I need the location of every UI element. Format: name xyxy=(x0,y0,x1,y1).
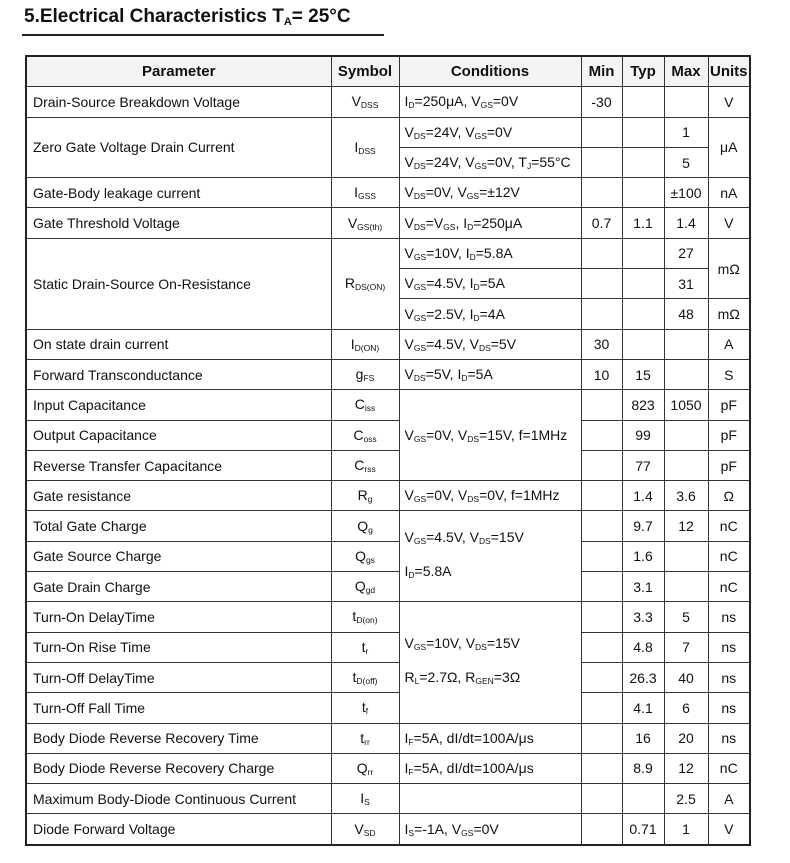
table-row xyxy=(26,178,750,208)
cell-typ xyxy=(622,329,664,359)
cell-parameter: Output Capacitance xyxy=(26,420,331,450)
cell-typ xyxy=(622,178,664,208)
cell-max: 31 xyxy=(664,269,708,299)
cell-conditions: $V_{DS}=5V$, $I_D=5A$ xyxy=(399,359,581,389)
cell-max xyxy=(664,87,708,117)
cell-max: 27 xyxy=(664,238,708,268)
table-row xyxy=(26,511,750,541)
cell-parameter: Gate Source Charge xyxy=(26,541,331,571)
cell-units: nC xyxy=(708,753,750,783)
cell-parameter: Gate-Body leakage current xyxy=(26,178,331,208)
cell-parameter: Maximum Body-Diode Continuous Current xyxy=(26,784,331,814)
cell-units: ns xyxy=(708,723,750,753)
table-row xyxy=(26,662,750,692)
cell-conditions: $V_{DS}=24V$, $V_{GS}=0V$ xyxy=(399,117,581,147)
cell-min xyxy=(581,572,622,602)
cell-min xyxy=(581,693,622,723)
cell-units: mΩ xyxy=(708,238,750,299)
cell-typ: 4.1 xyxy=(622,693,664,723)
cell-symbol: $C_{rss}$ xyxy=(331,450,399,480)
header-parameter: Parameter xyxy=(26,56,331,87)
cell-min xyxy=(581,602,622,632)
electrical-characteristics-table xyxy=(25,55,751,846)
cell-symbol: $t_{rr}$ xyxy=(331,723,399,753)
title-underline xyxy=(22,34,384,36)
cell-max: 1 xyxy=(664,814,708,845)
cell-parameter: Input Capacitance xyxy=(26,390,331,420)
cell-units: nC xyxy=(708,541,750,571)
cell-min xyxy=(581,117,622,147)
cell-symbol: $C_{oss}$ xyxy=(331,420,399,450)
cell-typ: 823 xyxy=(622,390,664,420)
cell-max: 40 xyxy=(664,662,708,692)
table-row xyxy=(26,693,750,723)
cell-max xyxy=(664,420,708,450)
cell-units: mΩ xyxy=(708,299,750,329)
cell-symbol: $C_{iss}$ xyxy=(331,390,399,420)
header-max: Max xyxy=(664,56,708,87)
cell-typ xyxy=(622,269,664,299)
cell-conditions: $V_{DS}=V_{GS}$, $I_D=250\mu A$ xyxy=(399,208,581,238)
cell-units: V xyxy=(708,814,750,845)
cell-conditions: $V_{GS}=2.5V$, $I_D=4A$ xyxy=(399,299,581,329)
cell-units: V xyxy=(708,208,750,238)
cell-units: pF xyxy=(708,390,750,420)
table-row xyxy=(26,541,750,571)
cell-symbol: $t_{D(on)}$ xyxy=(331,602,399,632)
table-row xyxy=(26,390,750,420)
cell-units: pF xyxy=(708,420,750,450)
cell-units: pF xyxy=(708,450,750,480)
cell-conditions: $V_{GS}=10V$, $V_{DS}=15V$ $R_L=2.7\Omega$, $R_{GEN}=3\Omega$ xyxy=(399,602,581,723)
table-row xyxy=(26,238,750,268)
cell-max xyxy=(664,450,708,480)
cell-max: 2.5 xyxy=(664,784,708,814)
cell-units: V xyxy=(708,87,750,117)
cell-units: ns xyxy=(708,662,750,692)
cell-conditions: $V_{GS}=4.5V$, $V_{DS}=5V$ xyxy=(399,329,581,359)
cell-min xyxy=(581,269,622,299)
cell-conditions xyxy=(399,784,581,814)
header-units: Units xyxy=(708,56,750,87)
cell-min xyxy=(581,299,622,329)
cell-parameter: Forward Transconductance xyxy=(26,359,331,389)
cell-min xyxy=(581,420,622,450)
cell-max: 20 xyxy=(664,723,708,753)
cell-symbol: $Q_{gd}$ xyxy=(331,572,399,602)
cell-units: A xyxy=(708,329,750,359)
cell-symbol: $V_{SD}$ xyxy=(331,814,399,845)
cell-typ: 3.1 xyxy=(622,572,664,602)
cell-max: 48 xyxy=(664,299,708,329)
table-row xyxy=(26,632,750,662)
cell-conditions: $I_S=-1A$, $V_{GS}=0V$ xyxy=(399,814,581,845)
cell-symbol: $R_g$ xyxy=(331,481,399,511)
cell-min xyxy=(581,147,622,177)
header-symbol: Symbol xyxy=(331,56,399,87)
cell-conditions: $I_D=250\mu A$, $V_{GS}=0V$ xyxy=(399,87,581,117)
cell-units: nA xyxy=(708,178,750,208)
cell-min xyxy=(581,784,622,814)
cell-typ: 1.1 xyxy=(622,208,664,238)
cell-max: ±100 xyxy=(664,178,708,208)
cell-symbol: $t_f$ xyxy=(331,693,399,723)
cell-conditions: $I_F=5A$, dI/dt=100A/μs xyxy=(399,723,581,753)
cell-conditions: $I_F=5A$, dI/dt=100A/μs xyxy=(399,753,581,783)
cell-max: 1 xyxy=(664,117,708,147)
table-row xyxy=(26,481,750,511)
cell-conditions: $V_{GS}=0V$, $V_{DS}=0V$, f=1MHz xyxy=(399,481,581,511)
cell-min xyxy=(581,723,622,753)
cell-min xyxy=(581,511,622,541)
cell-typ xyxy=(622,147,664,177)
cell-max: 7 xyxy=(664,632,708,662)
cell-parameter: Turn-On Rise Time xyxy=(26,632,331,662)
cell-parameter: Gate resistance xyxy=(26,481,331,511)
cell-typ: 26.3 xyxy=(622,662,664,692)
cell-typ: 1.4 xyxy=(622,481,664,511)
table-row xyxy=(26,420,750,450)
cell-typ xyxy=(622,299,664,329)
cell-max xyxy=(664,329,708,359)
cell-max xyxy=(664,572,708,602)
section-title xyxy=(24,6,351,28)
cell-typ: 4.8 xyxy=(622,632,664,662)
cell-typ: 1.6 xyxy=(622,541,664,571)
title-text: 5.Electrical Characteristics T xyxy=(24,6,284,27)
table-row xyxy=(26,359,750,389)
cell-max: 1.4 xyxy=(664,208,708,238)
cell-units: S xyxy=(708,359,750,389)
cell-typ: 15 xyxy=(622,359,664,389)
cell-parameter: Zero Gate Voltage Drain Current xyxy=(26,117,331,178)
table-row xyxy=(26,784,750,814)
cell-units: A xyxy=(708,784,750,814)
title-subscript: A xyxy=(283,16,292,28)
cell-parameter: Reverse Transfer Capacitance xyxy=(26,450,331,480)
table-row xyxy=(26,117,750,147)
table-row xyxy=(26,572,750,602)
table-row xyxy=(26,87,750,117)
cell-conditions: $V_{GS}=0V$, $V_{DS}=15V$, f=1MHz xyxy=(399,390,581,481)
header-typ: Typ xyxy=(622,56,664,87)
cell-parameter: Body Diode Reverse Recovery Time xyxy=(26,723,331,753)
title-tail: = 25°C xyxy=(291,6,351,27)
cell-parameter: Gate Drain Charge xyxy=(26,572,331,602)
cell-min xyxy=(581,662,622,692)
cell-conditions: $V_{DS}=24V$, $V_{GS}=0V$, $T_J=55^\circ C$ xyxy=(399,147,581,177)
cell-symbol: $V_{GS(th)}$ xyxy=(331,208,399,238)
table-row xyxy=(26,814,750,845)
cell-min xyxy=(581,450,622,480)
cell-max: 5 xyxy=(664,602,708,632)
cell-min: -30 xyxy=(581,87,622,117)
table-body xyxy=(26,87,750,845)
cell-typ: 3.3 xyxy=(622,602,664,632)
cell-symbol: $I_{DSS}$ xyxy=(331,117,399,178)
table-row xyxy=(26,208,750,238)
cell-units: nC xyxy=(708,572,750,602)
cell-units: ns xyxy=(708,693,750,723)
cell-conditions: $V_{GS}=4.5V$, $I_D=5A$ xyxy=(399,269,581,299)
table-row xyxy=(26,450,750,480)
header-row xyxy=(26,56,750,87)
cell-units: Ω xyxy=(708,481,750,511)
cell-max: 12 xyxy=(664,511,708,541)
cell-parameter: Static Drain-Source On-Resistance xyxy=(26,238,331,329)
cell-max: 6 xyxy=(664,693,708,723)
cell-symbol: $R_{DS(ON)}$ xyxy=(331,238,399,329)
cell-parameter: Drain-Source Breakdown Voltage xyxy=(26,87,331,117)
cell-max: 5 xyxy=(664,147,708,177)
cell-conditions: $V_{GS}=4.5V$, $V_{DS}=15V$ $I_D=5.8A$ xyxy=(399,511,581,602)
cell-symbol: $Q_g$ xyxy=(331,511,399,541)
cell-typ xyxy=(622,238,664,268)
cell-typ: 99 xyxy=(622,420,664,450)
cell-max: 3.6 xyxy=(664,481,708,511)
table-row xyxy=(26,753,750,783)
cell-typ: 8.9 xyxy=(622,753,664,783)
cell-parameter: Turn-Off DelayTime xyxy=(26,662,331,692)
cell-symbol: $I_S$ xyxy=(331,784,399,814)
cell-conditions: $V_{DS}=0V$, $V_{GS}=\pm 12V$ xyxy=(399,178,581,208)
cell-parameter: Diode Forward Voltage xyxy=(26,814,331,845)
cell-max xyxy=(664,359,708,389)
cell-symbol: $Q_{rr}$ xyxy=(331,753,399,783)
cell-typ xyxy=(622,784,664,814)
cell-conditions: $V_{GS}=10V$, $I_D=5.8A$ xyxy=(399,238,581,268)
cell-parameter: Turn-On DelayTime xyxy=(26,602,331,632)
cell-symbol: $Q_{gs}$ xyxy=(331,541,399,571)
cell-parameter: Total Gate Charge xyxy=(26,511,331,541)
table-row xyxy=(26,723,750,753)
cell-parameter: Turn-Off Fall Time xyxy=(26,693,331,723)
cell-symbol: $t_{D(off)}$ xyxy=(331,662,399,692)
cell-max: 12 xyxy=(664,753,708,783)
cell-typ: 77 xyxy=(622,450,664,480)
cell-min xyxy=(581,178,622,208)
cell-parameter: Body Diode Reverse Recovery Charge xyxy=(26,753,331,783)
cell-min xyxy=(581,632,622,662)
cell-min: 10 xyxy=(581,359,622,389)
cell-typ: 0.71 xyxy=(622,814,664,845)
header-min: Min xyxy=(581,56,622,87)
cell-symbol: $I_{D(ON)}$ xyxy=(331,329,399,359)
cell-min xyxy=(581,481,622,511)
cell-max xyxy=(664,541,708,571)
cell-typ xyxy=(622,87,664,117)
cell-symbol: $g_{FS}$ xyxy=(331,359,399,389)
cell-min xyxy=(581,814,622,845)
cell-symbol: $V_{DSS}$ xyxy=(331,87,399,117)
cell-units: ns xyxy=(708,632,750,662)
cell-typ: 9.7 xyxy=(622,511,664,541)
table-row xyxy=(26,602,750,632)
cell-symbol: $t_r$ xyxy=(331,632,399,662)
header-conditions: Conditions xyxy=(399,56,581,87)
cell-min: 30 xyxy=(581,329,622,359)
cell-min xyxy=(581,390,622,420)
table-row xyxy=(26,329,750,359)
cell-parameter: On state drain current xyxy=(26,329,331,359)
cell-symbol: $I_{GSS}$ xyxy=(331,178,399,208)
cell-min: 0.7 xyxy=(581,208,622,238)
cell-units: nC xyxy=(708,511,750,541)
cell-typ xyxy=(622,117,664,147)
cell-parameter: Gate Threshold Voltage xyxy=(26,208,331,238)
cell-units: μA xyxy=(708,117,750,178)
cell-min xyxy=(581,753,622,783)
cell-min xyxy=(581,238,622,268)
cell-typ: 16 xyxy=(622,723,664,753)
cell-units: ns xyxy=(708,602,750,632)
cell-min xyxy=(581,541,622,571)
cell-max: 1050 xyxy=(664,390,708,420)
